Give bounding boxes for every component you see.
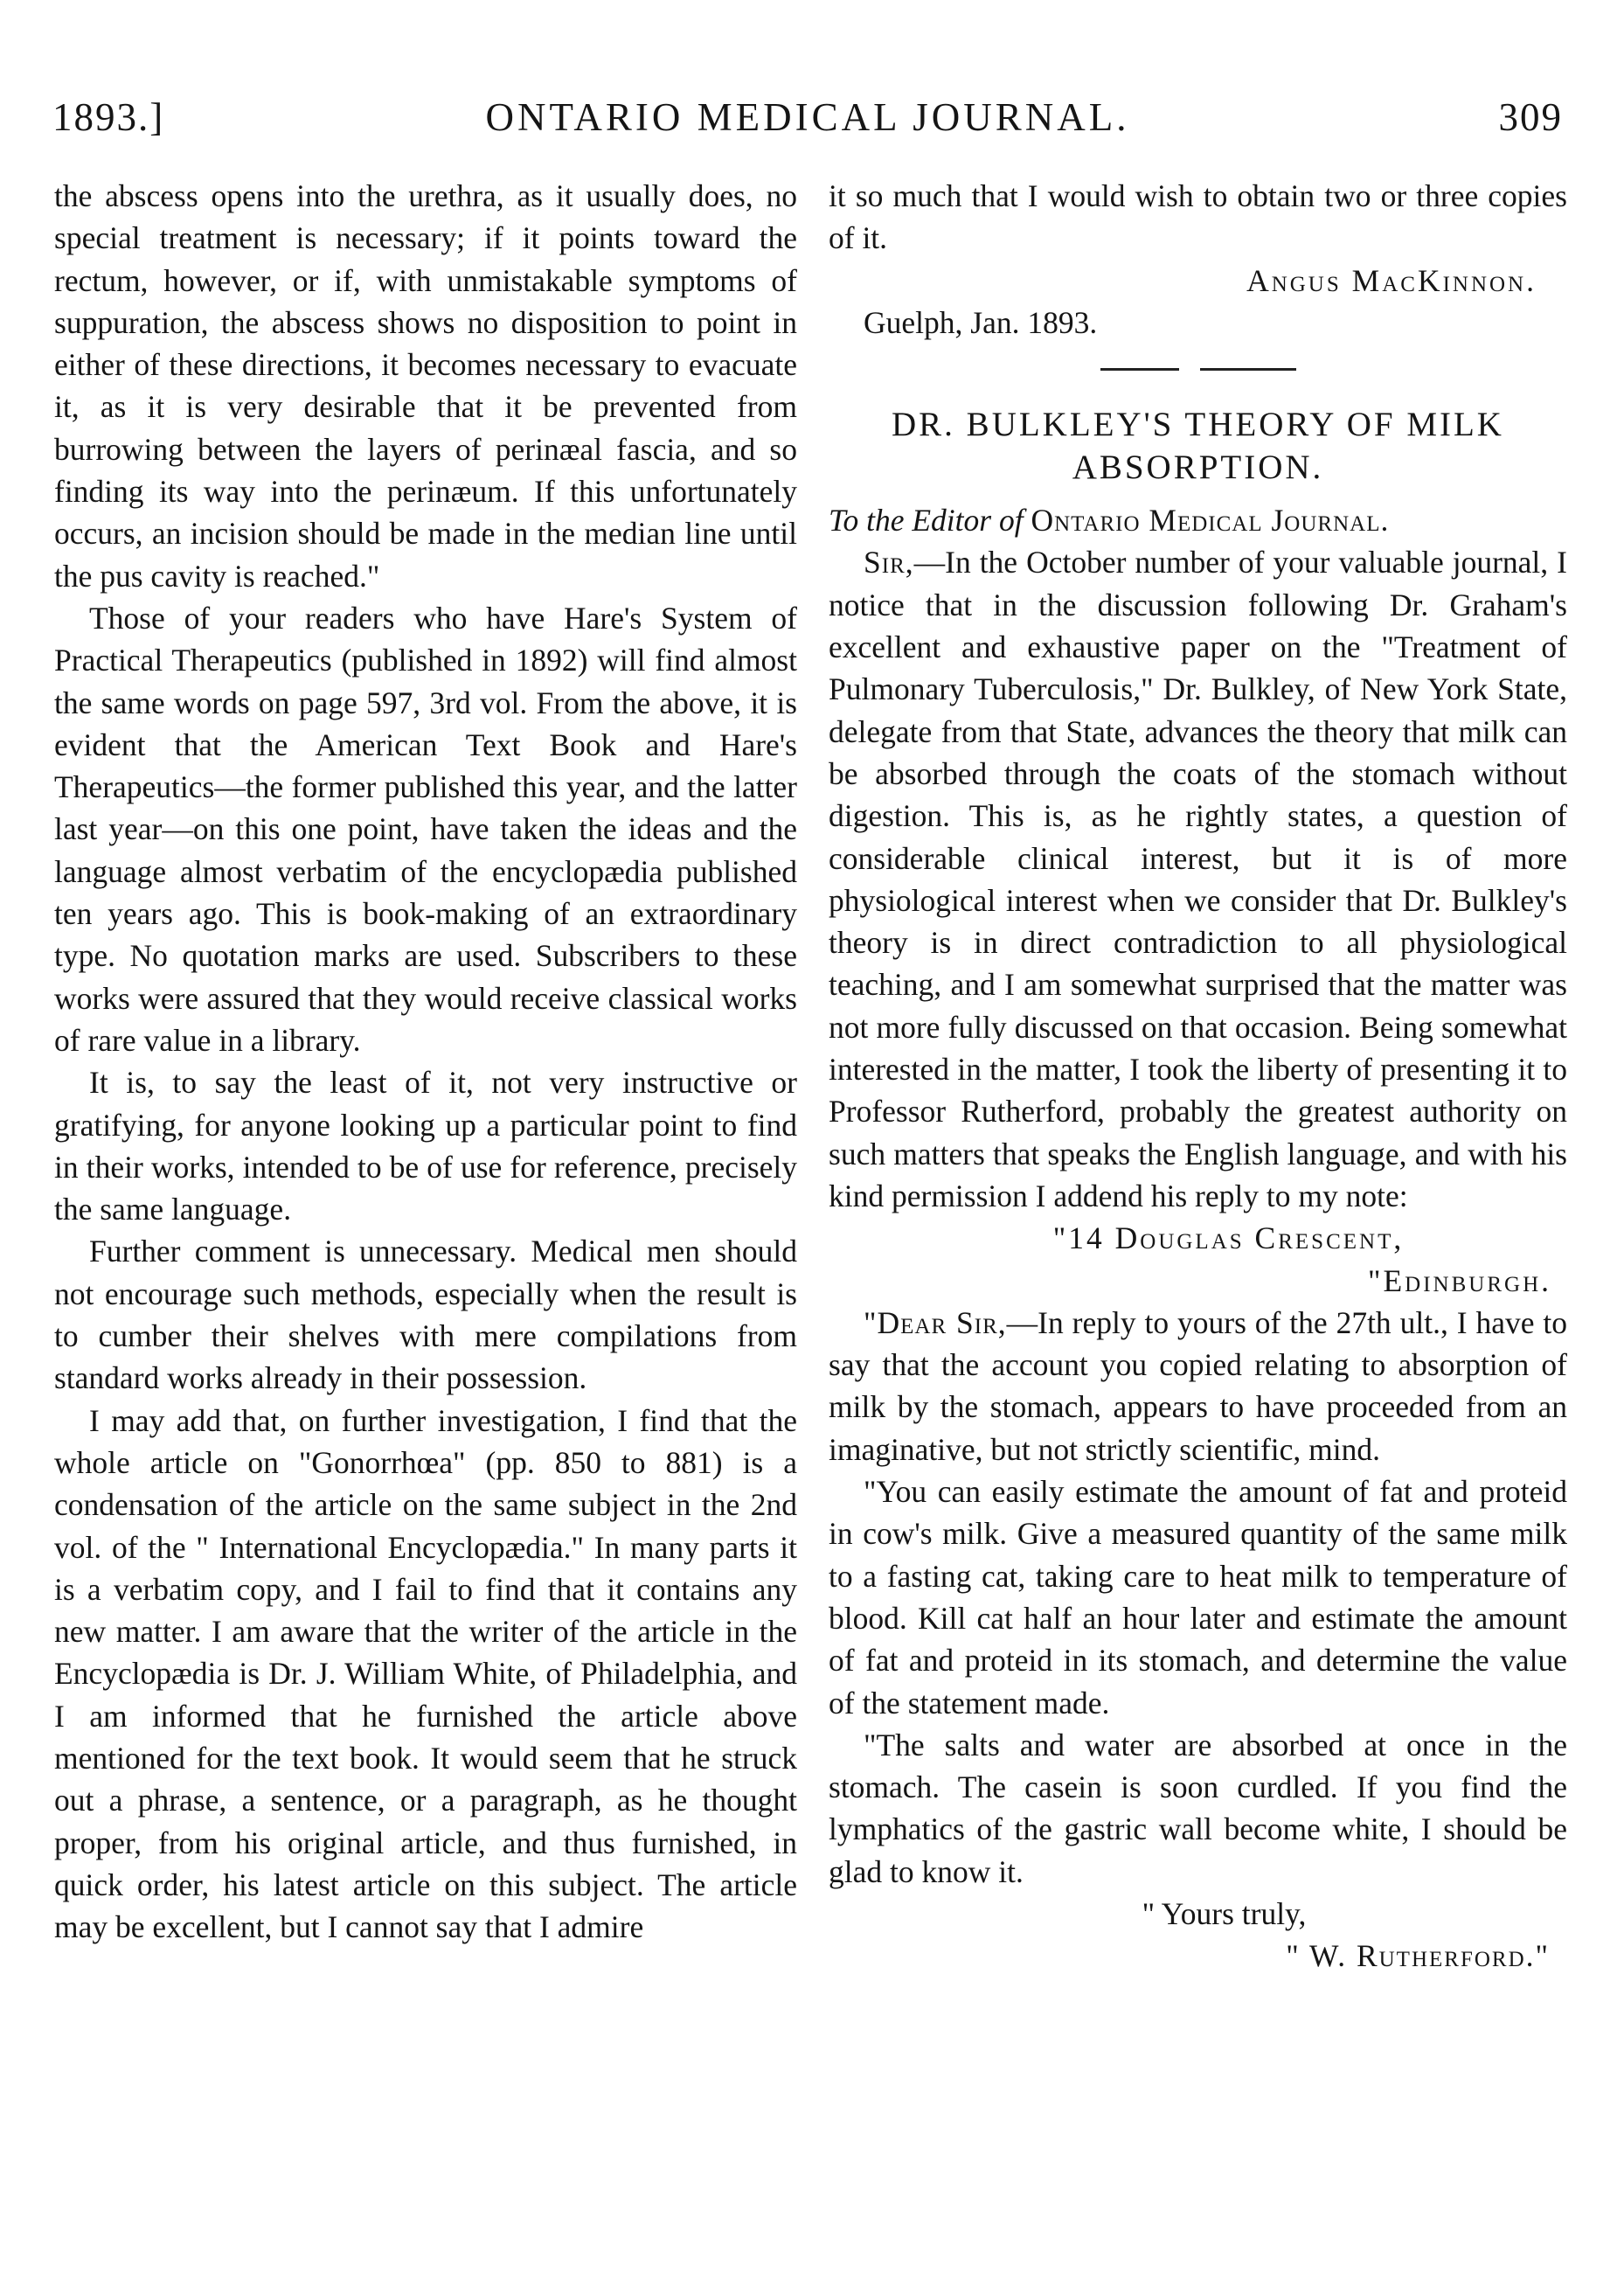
divider-rule-right (1200, 368, 1296, 371)
letter-paragraph-1 (829, 541, 1567, 1217)
reply-address-line-1: "14 Douglas Crescent, (1052, 1220, 1405, 1256)
running-header (52, 94, 1563, 147)
reply-closing: " Yours truly, (1142, 1895, 1307, 1931)
section-divider (829, 344, 1567, 394)
to-editor-journal: Ontario Medical Journal. (1031, 503, 1390, 539)
salutation-sir: Sir, (864, 545, 914, 580)
reply-address-line-2: "Edinburgh. (1368, 1262, 1551, 1298)
reply-paragraph-3: "The salts and water are absorbed at once in the stomach. The casein is soon curdled. If you find the lymphatics of the gastric wall become white, I should be glad to know it. (829, 1727, 1567, 1889)
right-column (829, 175, 1567, 1978)
article-heading: DR. BULKLEY'S THEORY OF MILK ABSORPTION. (892, 406, 1504, 487)
reply-signature: " W. Rutherford." (1286, 1938, 1550, 1974)
header-year: 1893.] (52, 95, 165, 139)
reply-paragraph-1 (829, 1302, 1567, 1470)
divider-rule-left (1100, 368, 1179, 371)
left-column (54, 175, 797, 1948)
letter-signature: Angus MacKinnon. (1246, 262, 1537, 298)
letter-paragraph-1-text: —In the October number of your valuable journal, I notice that in the discussion following Dr. Graham's excellent and exhaustive paper on the "Treatment of Pulmonary Tuberculosis," Dr. Bulkley, of New York State, delegate from that State, advances the theory that milk can be absorbed through the coats of the stomach without digestion. This is, as he rightly states, a question of considerable clinical interest, but it is of more physiological interest when we consider that Dr. Bulkley's theory is in direct contradiction to all physiological teaching, and I am somewhat surprised that the matter was not more fully discussed on that occasion. Being somewhat interested in the matter, I took the liberty of presenting it to Professor Rutherford, probably the greatest authority on such matters that speaks the English language, and with his kind permission I addend his reply to my note: (829, 545, 1567, 1213)
right-continuation: it so much that I would wish to obtain two or three copies of it. (829, 178, 1567, 256)
journal-title: ONTARIO MEDICAL JOURNAL. (485, 95, 1130, 139)
left-paragraph-3: It is, to say the least of it, not very instructive or gratifying, for anyone looking up a particular point to find in their works, intended to be of use for reference, precisely the same language. (54, 1065, 797, 1227)
to-editor-prefix: To the Editor of (829, 503, 1024, 539)
left-paragraph-1: the abscess opens into the urethra, as it usually does, no special treatment is necessary; if it points toward the rectum, however, or if, with unmistakable symptoms of suppuration, the abscess shows no disposition to point in either of these directions, it becomes necessary to evacuate it, as it is very desirable that it be prevented from burrowing between the layers of perinæal fascia, and so finding its way into the perinæum. If this unfortunately occurs, an incision should be made in the median line until the pus cavity is reached." (54, 178, 797, 594)
letter-place-date: Guelph, Jan. 1893. (864, 304, 1098, 340)
reply-paragraph-1-text: —In reply to yours of the 27th ult., I have to say that the account you copied relating to absorption of milk by the stomach, appears to have proceeded from an imaginative, but not strictly scientific, mind. (829, 1304, 1567, 1467)
reply-paragraph-2: "You can easily estimate the amount of fat and proteid in cow's milk. Give a measured quantity of the same milk to a fasting cat, taking care to heat milk to temperature of blood. Kill cat half an hour later and estimate the amount of fat and proteid in its stomach, and determine the value of the statement made. (829, 1474, 1567, 1720)
left-paragraph-2: Those of your readers who have Hare's System of Practical Therapeutics (published in 1892) will find almost the same words on page 597, 3rd vol. From the above, it is evident that the American Text Book and Hare's Therapeutics—the former published this year, and the latter last year—on this one point, have taken the ideas and the language almost verbatim of the encyclopædia published ten years ago. This is book-making of an extraordinary type. No quotation marks are used. Subscribers to these works were assured that they would receive classical works of rare value in a library. (54, 600, 797, 1058)
left-paragraph-4: Further comment is unnecessary. Medical men should not encourage such methods, especially when the result is to cumber their shelves with mere compilations from standard works already in their possession. (54, 1234, 797, 1396)
to-editor-line (829, 499, 1567, 541)
page-number: 309 (1498, 95, 1563, 139)
salutation-dear-sir: "Dear Sir, (864, 1304, 1007, 1340)
left-paragraph-5: I may add that, on further investigation, I find that the whole article on "Gonorrhœa" (pp. 850 to 881) is a condensation of the article on the same subject in the 2nd vol. of the " International Encyclopædia." In many parts it is a verbatim copy, and I fail to find that it contains any new matter. I am aware that the writer of the article in the Encyclopædia is Dr. J. William White, of Philadelphia, and I am informed that he furnished the article above mentioned for the text book. It would seem that he struck out a phrase, a sentence, or a paragraph, as he thought proper, from his original article, and thus furnished, in quick order, his latest article on this subject. The article may be excellent, but I cannot say that I admire (54, 1402, 797, 1945)
